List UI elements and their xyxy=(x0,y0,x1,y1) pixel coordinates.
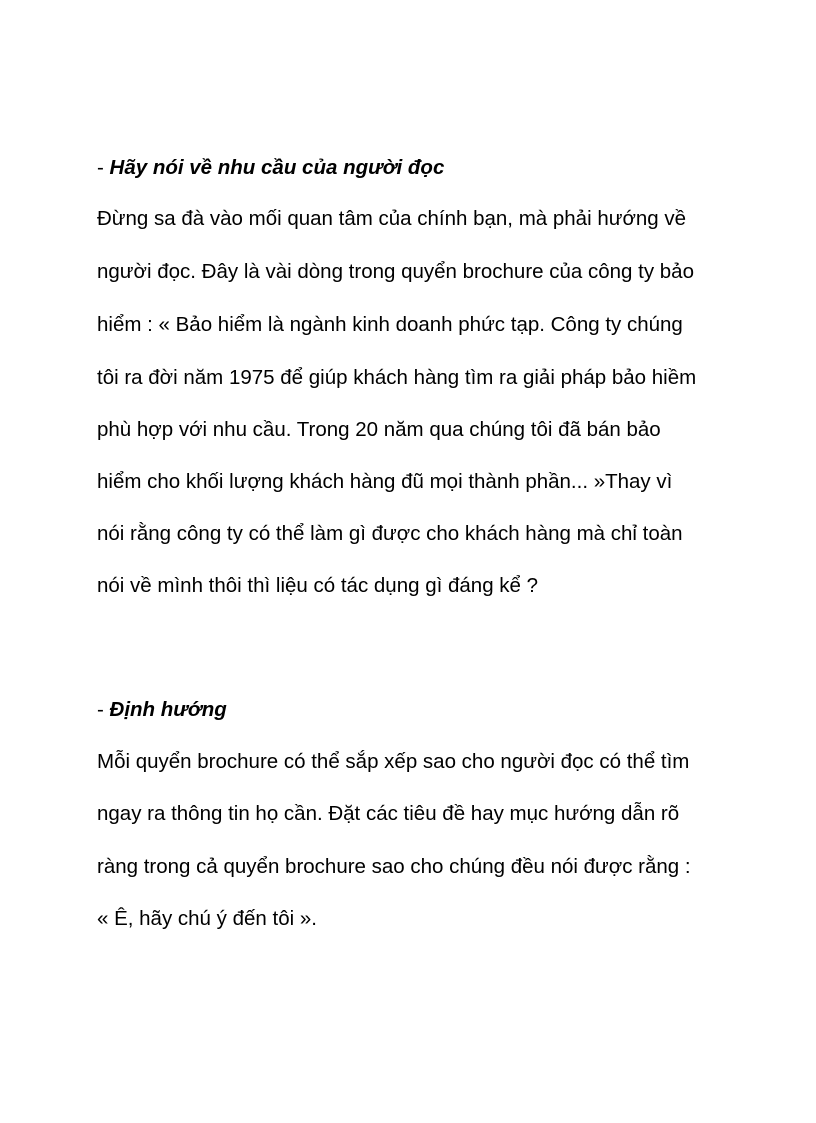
paragraph-line: Mỗi quyển brochure có thể sắp xếp sao cho người đọc có thể tìm xyxy=(97,750,690,773)
section-heading xyxy=(97,156,444,180)
paragraph-line: « Ê, hãy chú ý đến tôi ». xyxy=(97,907,317,930)
paragraph-line: Đừng sa đà vào mối quan tâm của chính bạn, mà phải hướng về xyxy=(97,207,687,230)
heading-prefix: - xyxy=(97,156,110,179)
paragraph-line: người đọc. Đây là vài dòng trong quyển brochure của công ty bảo xyxy=(97,260,694,283)
paragraph-line: nói về mình thôi thì liệu có tác dụng gì đáng kể ? xyxy=(97,574,539,597)
paragraph-line: nói rằng công ty có thể làm gì được cho khách hàng mà chỉ toàn xyxy=(97,522,683,545)
paragraph-line: hiểm cho khối lượng khách hàng đũ mọi thành phần... »Thay vì xyxy=(97,470,673,493)
heading-text: Hãy nói về nhu cầu của người đọc xyxy=(109,156,445,179)
paragraph-line: ngay ra thông tin họ cần. Đặt các tiêu đề hay mục hướng dẫn rõ xyxy=(97,802,680,825)
paragraph-line: hiểm : « Bảo hiểm là ngành kinh doanh phức tạp. Công ty chúng xyxy=(97,313,683,336)
heading-prefix: - xyxy=(97,698,110,721)
paragraph-line: ràng trong cả quyển brochure sao cho chúng đều nói được rằng : xyxy=(97,855,691,878)
paragraph-line: phù hợp với nhu cầu. Trong 20 năm qua chúng tôi đã bán bảo xyxy=(97,418,661,441)
heading-text: Định hướng xyxy=(109,698,227,721)
paragraph-line: tôi ra đời năm 1975 để giúp khách hàng tìm ra giải pháp bảo hiềm xyxy=(97,366,697,389)
section-heading xyxy=(97,698,227,722)
